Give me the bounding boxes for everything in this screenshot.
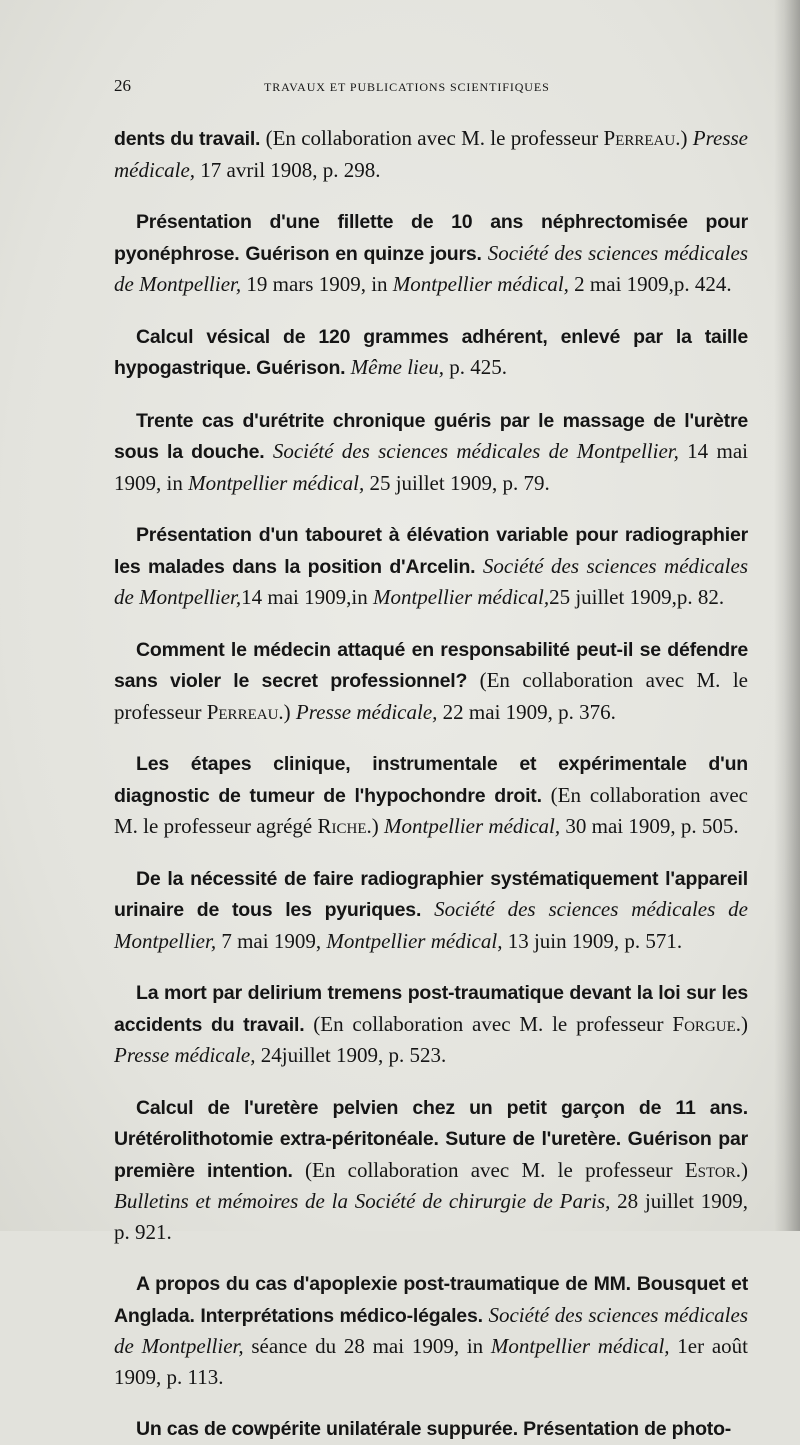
entry-note: (En collaboration avec M. le professeur [292,1157,685,1182]
entry-citation: p. 425. [443,355,507,379]
page-edge-shadow [774,0,800,1231]
entry-date: 14 mai 1909,in [241,585,373,609]
running-title: TRAVAUX ET PUBLICATIONS SCIENTIFIQUES [264,80,550,94]
entry-society: Société des sciences médicales de Montpellier, [114,897,748,953]
entry-journal: Montpellier médical, [326,928,503,953]
entry-title: dents du travail. [114,128,261,150]
page-number: 26 [114,76,131,95]
entry-date: 19 mars 1909, in [241,272,393,296]
publication-entry-2 [114,206,748,300]
entry-date: 7 mai 1909, [216,928,327,953]
entry-title: Trente cas d'urétrite chronique guéris par le massage de l'urètre sous la douche. [114,409,748,463]
entry-citation: 13 juin 1909, p. 571. [502,928,683,953]
entry-journal: Montpellier médical, [392,272,569,296]
entry-citation: 25 juillet 1909, p. 79. [364,470,550,495]
entry-journal: Montpellier médical, [384,814,561,838]
publication-entry-8 [114,863,748,957]
entry-journal: Montpellier médical, [372,585,550,609]
entry-society: Société des sciences médicales de Montpellier, [114,553,748,609]
entry-note-close: ) [680,126,693,150]
entry-journal: Montpellier médical, [490,1334,670,1358]
entry-citation: 28 juillet 1909, p. 921. [114,1189,748,1244]
entry-author: Perreau. [603,126,681,150]
entry-author: Forgue. [672,1011,741,1036]
entry-note-close: ) [371,814,385,838]
publication-entry-1 [114,123,748,185]
entry-space [421,897,434,921]
entry-note-close: ) [741,1157,748,1182]
entry-society: Société des sciences médicales de Montpellier, [114,1302,748,1358]
entry-journal: Presse médicale, [114,1043,256,1067]
entry-note-close: ) [741,1011,748,1036]
entry-note: (En collaboration avec M. le professeur [260,126,604,150]
entry-citation: 24juillet 1909, p. 523. [255,1043,447,1067]
entry-citation: 1er août 1909, p. 113. [114,1334,748,1389]
entry-reference: Même lieu, [350,355,444,379]
entry-note: (En collaboration avec M. le professeur [304,1011,673,1036]
entry-society: Société des sciences médicales de Montpellier, [114,240,749,296]
publication-entry-4 [114,405,748,499]
entry-title: De la nécessité de faire radiographier systématiquement l'appareil urinaire de tous les pyuriques. [114,867,748,921]
entry-title: A propos du cas d'apoplexie post-traumatique de MM. Bousquet et Anglada. Interprétations médico-légales. [114,1273,748,1327]
publication-entry-5 [114,519,748,613]
entry-date: séance du 28 mai 1909, in [243,1334,491,1358]
entry-citation: 25 juillet 1909,p. 82. [549,585,725,609]
entry-society: Société des sciences médicales de Montpellier, [272,439,679,463]
entry-title: La mort par delirium tremens post-traumatique devant la loi sur les accidents du travail. [114,982,748,1036]
publication-entry-10 [114,1092,748,1248]
entry-author: Perreau. [206,699,284,724]
entry-note: (En collaboration avec M. le professeur [114,668,748,724]
publication-entry-3 [114,321,748,384]
entry-title: Les étapes clinique, instrumentale et expérimentale d'un diagnostic de tumeur de l'hypochondre droit. [114,753,748,807]
publication-entry-6 [114,634,748,728]
entry-title: Calcul de l'uretère pelvien chez un petit garçon de 11 ans. Urétérolithotomie extra-péritonéale. Suture de l'uretère. Guérison par première intention. [114,1096,748,1182]
entry-date: 14 mai 1909, in [114,439,748,495]
entry-journal: Montpellier médical, [188,470,365,495]
publication-entry-7 [114,748,748,842]
entry-citation: 30 mai 1909, p. 505. [560,814,739,838]
entry-journal: Presse médicale, [295,699,438,724]
entry-citation: 2 mai 1909,p. 424. [568,272,732,296]
entry-space [265,439,273,463]
publication-entry-12 [114,1413,748,1445]
entry-space [475,554,483,578]
entry-journal: Bulletins et mémoires de la Société de chirurgie de Paris, [114,1189,611,1213]
entry-author: Riche. [317,814,372,838]
entry-citation: 22 mai 1909, p. 376. [437,699,616,724]
entry-title: Un cas de cowpérite unilatérale suppurée. Présentation de photo- [136,1418,732,1440]
entry-journal: Presse médicale, [114,126,749,182]
publication-entry-9 [114,977,748,1071]
entry-author: Estor. [684,1157,741,1182]
entry-title: Présentation d'un tabouret à élévation variable pour radiographier les malades dans la position d'Arcelin. [114,524,748,578]
entry-citation: 17 avril 1908, p. 298. [195,157,381,182]
page-header [114,76,748,102]
entry-title: Calcul vésical de 120 grammes adhérent, enlevé par la taille hypogastrique. Guérison. [114,325,748,379]
publication-entry-11 [114,1268,748,1392]
entry-title: Présentation d'une fillette de 10 ans néphrectomisée pour pyonéphrose. Guérison en quinze jours. [114,211,748,265]
entry-note: (En collaboration avec M. le professeur agrégé [114,782,749,838]
entry-note-close: ) [283,699,296,724]
entry-title: Comment le médecin attaqué en responsabilité peut-il se défendre sans violer le secret professionnel? [114,638,748,692]
